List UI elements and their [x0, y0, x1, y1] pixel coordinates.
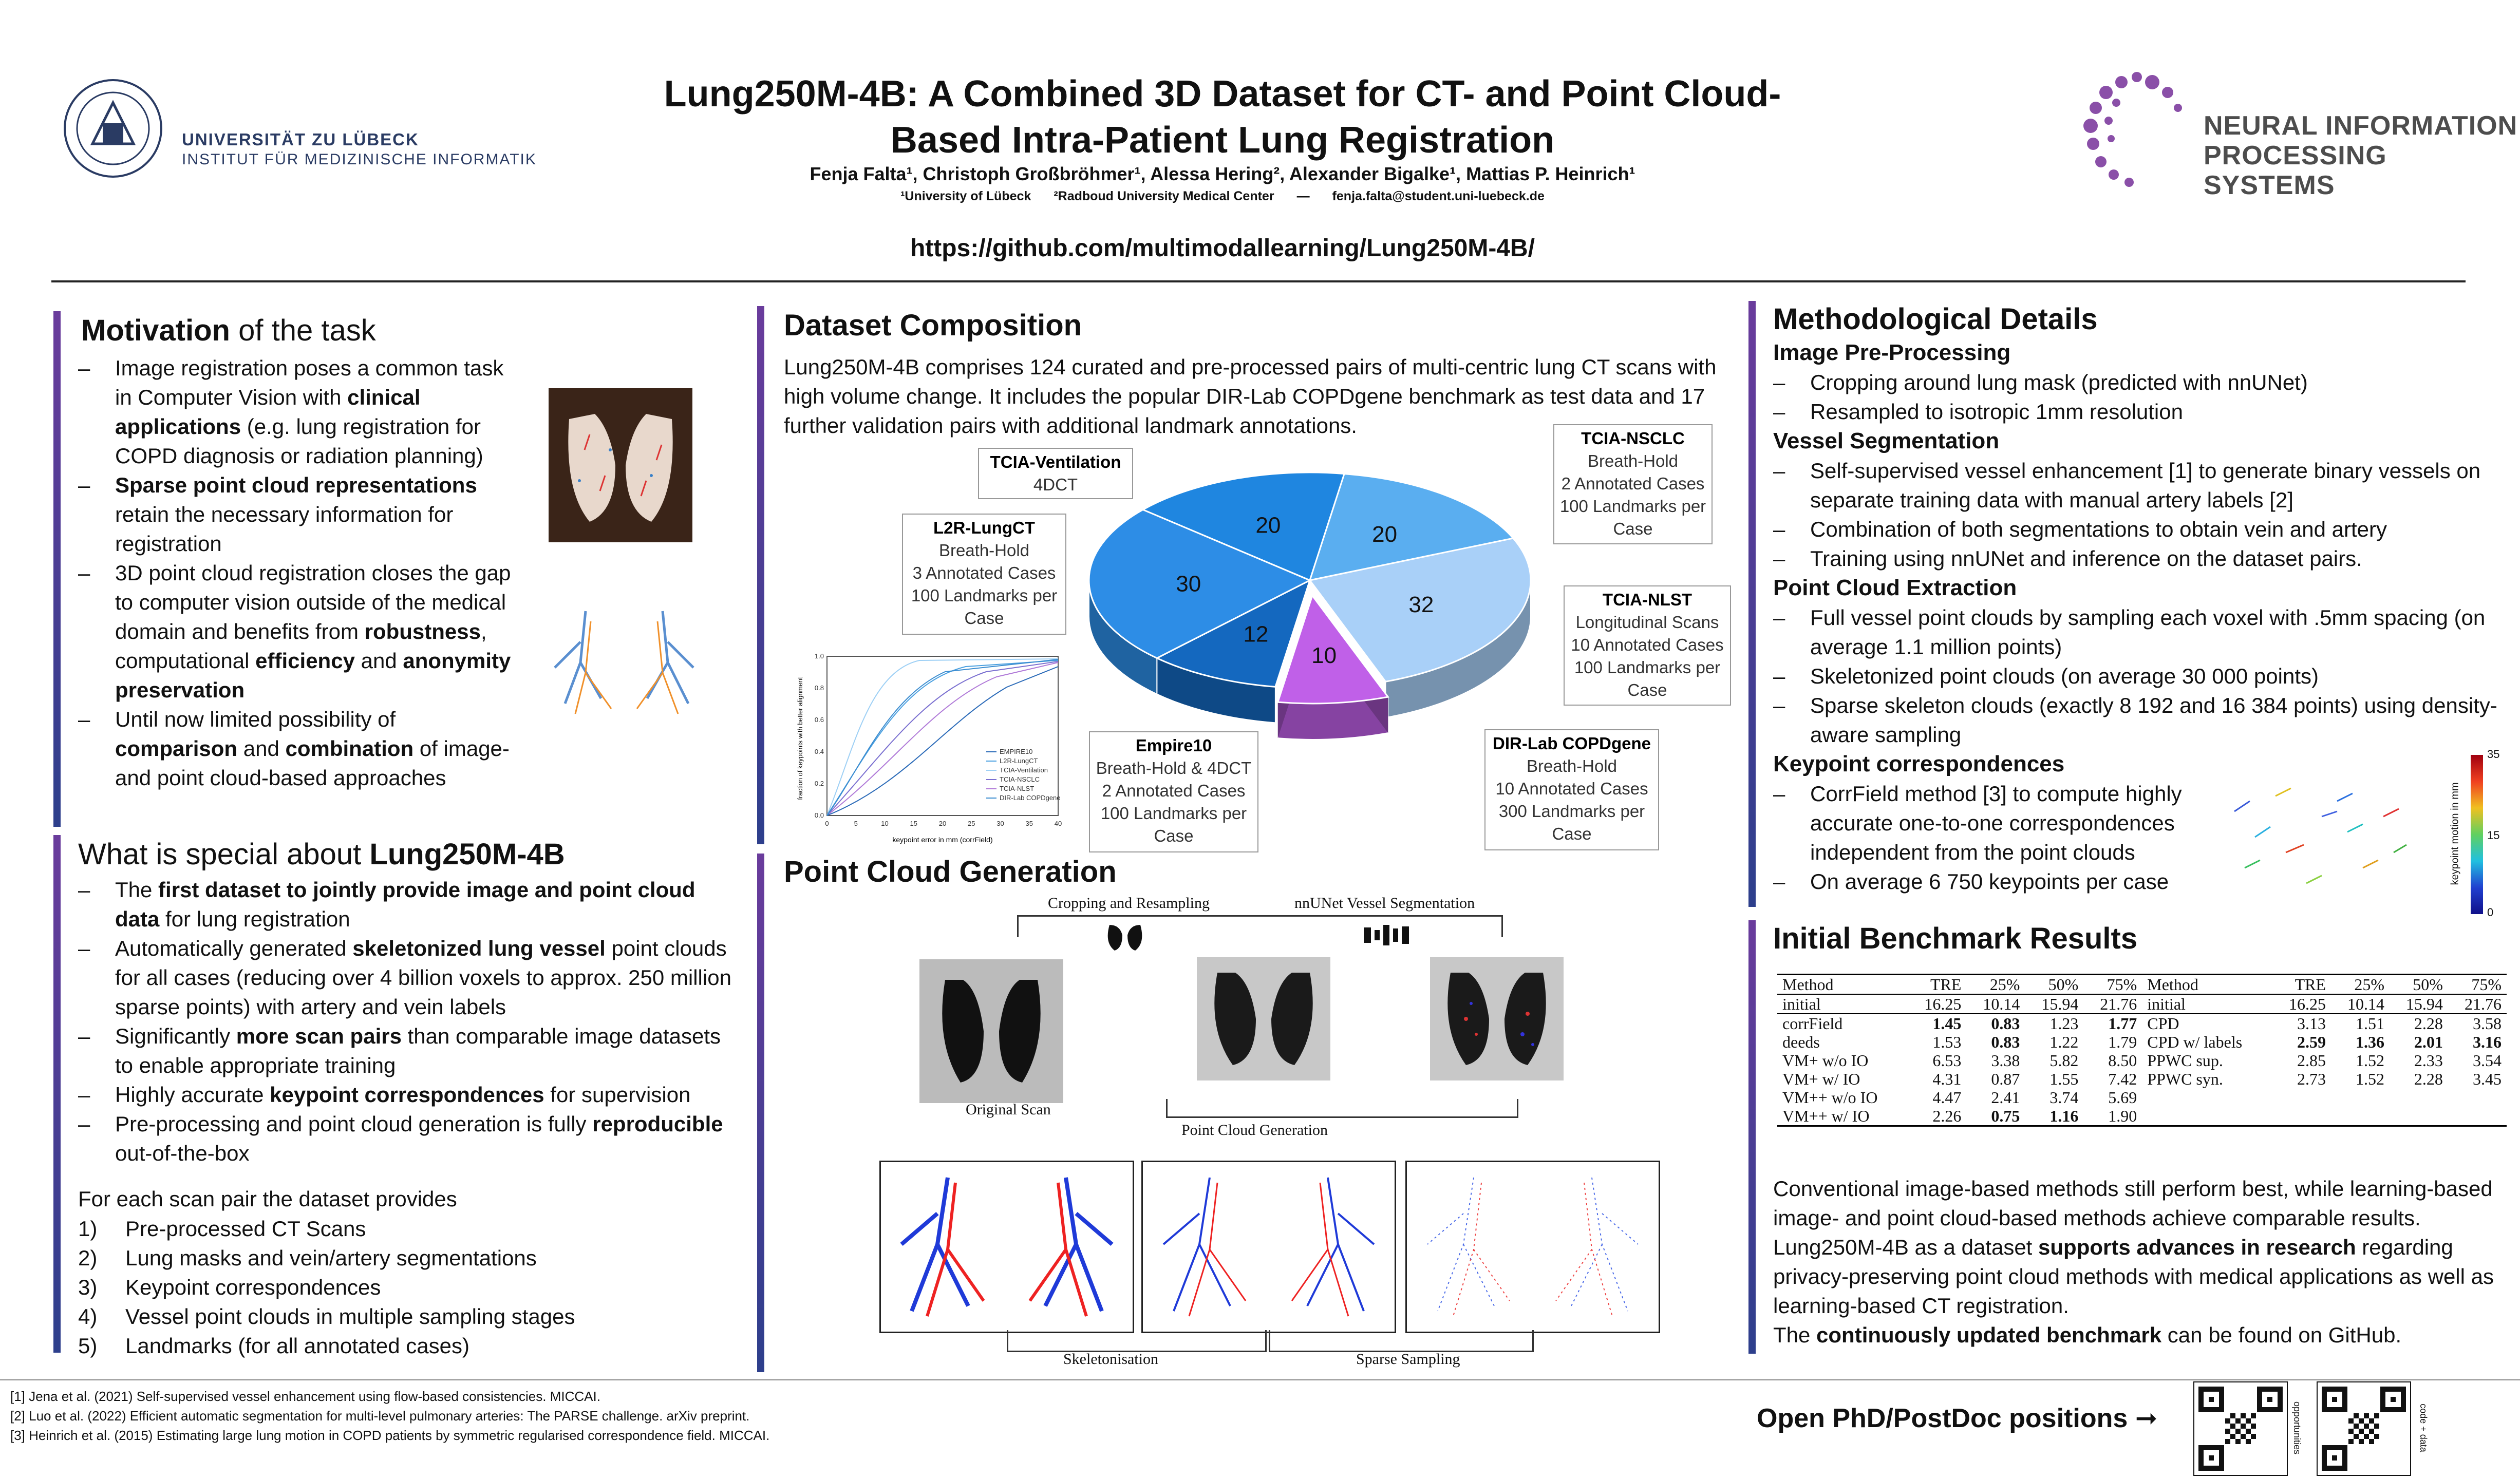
- table-cell: 2.41: [1991, 1088, 2020, 1107]
- table-row: [1777, 1070, 2507, 1088]
- table-cell: [2448, 1088, 2507, 1107]
- table-cell: [2142, 1088, 2272, 1107]
- box-empire10: Empire10 Breath-Hold & 4DCT 2 Annotated Cases 100 Landmarks per Case: [1089, 731, 1258, 852]
- table-cell: 4.47: [1932, 1088, 1962, 1107]
- table-cell: 2.33: [2414, 1051, 2443, 1070]
- method-item: – Combination of both segmentations to obtain vein and artery: [1773, 515, 2503, 544]
- motivation-list: [78, 353, 520, 792]
- skeleton-point-cloud-panel: [1141, 1161, 1396, 1333]
- table-row: [1777, 975, 2507, 995]
- table-cell: 50%: [2390, 975, 2448, 995]
- table-cell: PPWC syn.: [2147, 1070, 2223, 1088]
- method-item: – On average 6 750 keypoints per case: [1773, 867, 2221, 896]
- method-subheading: Image Pre-Processing: [1773, 340, 2011, 365]
- neurips-name: NEURAL INFORMATION PROCESSING SYSTEMS: [2204, 111, 2518, 200]
- table-cell: CPD w/ labels: [2147, 1033, 2243, 1051]
- list-item: – The first dataset to jointly provide image and point cloud data for lung registration: [78, 875, 741, 934]
- table-cell: 25%: [1966, 975, 2025, 995]
- qr-label-code-data: code + data: [2418, 1404, 2429, 1452]
- table-cell: 1.77: [2108, 1014, 2137, 1033]
- method-item: – Skeletonized point clouds (on average 30 000 points): [1773, 661, 2503, 691]
- special-heading: What is special about Lung250M-4B: [78, 838, 565, 871]
- provides-intro: For each scan pair the dataset provides: [78, 1187, 457, 1211]
- original-scan-label: Original Scan: [966, 1101, 1051, 1118]
- benchmark-table-wrap: [1777, 974, 2507, 1127]
- table-cell: 16.25: [1908, 994, 1966, 1014]
- table-cell: 15.94: [2390, 994, 2448, 1014]
- table-cell: 1.23: [2049, 1014, 2079, 1033]
- table-row: [1777, 1033, 2507, 1051]
- list-item: – Image registration poses a common task in Computer Vision with clinical applications (e.g. lung registration for COPD diagnosis or radiation planning): [78, 353, 520, 470]
- table-cell: 0.83: [1991, 1014, 2020, 1033]
- box-tcia-ventilation: TCIA-Ventilation 4DCT: [978, 448, 1133, 499]
- curve-nlst: [827, 662, 1058, 816]
- table-cell: 1.52: [2355, 1070, 2384, 1088]
- table-cell: 21.76: [2083, 994, 2142, 1014]
- colorbar-tick-bottom: 0: [2487, 906, 2494, 919]
- pipeline-bracket-top: [1017, 915, 1503, 937]
- step-cropping-label: Cropping and Resampling: [1048, 895, 1210, 912]
- list-item: – Highly accurate keypoint correspondences for supervision: [78, 1080, 741, 1109]
- table-cell: 2.85: [2297, 1051, 2326, 1070]
- segmented-ct-scan: [1430, 957, 1564, 1080]
- pipeline-bracket-mid: [1166, 1099, 1518, 1118]
- method-heading: Methodological Details: [1773, 302, 2098, 336]
- table-cell: 3.45: [2473, 1070, 2502, 1088]
- pipeline-bracket-bottom-left: [1007, 1330, 1267, 1352]
- poster-title: Lung250M-4B: A Combined 3D Dataset for CT- and Point Cloud- Based Intra-Patient Lung Registration: [664, 73, 1781, 161]
- table-cell: 10.14: [2331, 994, 2390, 1014]
- sparse-sampling-label: Sparse Sampling: [1356, 1351, 1460, 1368]
- motivation-accent-bar: [53, 311, 61, 827]
- method-subheading: Vessel Segmentation: [1773, 428, 2000, 453]
- table-cell: Method: [1777, 975, 1908, 995]
- list-item: – Until now limited possibility of comparison and combination of image- and point cloud-based approaches: [78, 705, 520, 792]
- curve-xlabel: keypoint error in mm (corrField): [892, 836, 993, 844]
- table-cell: [2331, 1088, 2390, 1107]
- method-item: – Training using nnUNet and inference on the dataset pairs.: [1773, 544, 2503, 573]
- table-cell: 2.59: [2297, 1033, 2326, 1051]
- pie-value-label: 30: [1176, 571, 1201, 597]
- table-cell: 1.55: [2049, 1070, 2079, 1088]
- table-cell: 2.28: [2414, 1014, 2443, 1033]
- table-cell: 15.94: [2025, 994, 2083, 1014]
- table-cell: 10.14: [1966, 994, 2025, 1014]
- email-link[interactable]: fenja.falta@student.uni-luebeck.de: [1332, 189, 1545, 203]
- y-tick-label: 0.4: [814, 748, 824, 755]
- table-cell: [2448, 1107, 2507, 1126]
- table-cell: 1.79: [2108, 1033, 2137, 1051]
- table-cell: 1.90: [2108, 1107, 2137, 1125]
- vessel-point-cloud-image: [524, 591, 729, 745]
- table-cell: 5.69: [2108, 1088, 2137, 1107]
- table-cell: 1.52: [2355, 1051, 2384, 1070]
- box-dirlab-copdgene: DIR-Lab COPDgene Breath-Hold 10 Annotated Cases 300 Landmarks per Case: [1484, 729, 1659, 850]
- reference-1: [1] Jena et al. (2021) Self-supervised vessel enhancement using flow-based consistencies. MICCAI.: [10, 1389, 600, 1404]
- curve-nsclc: [827, 661, 1058, 816]
- table-cell: 8.50: [2108, 1051, 2137, 1070]
- x-tick-label: 0: [825, 820, 829, 827]
- method-subheading: Keypoint correspondences: [1773, 751, 2065, 776]
- method-item: – Self-supervised vessel enhancement [1] to generate binary vessels on separate training data with manual artery labels [2]: [1773, 456, 2503, 515]
- qr-code-opportunities[interactable]: [2193, 1381, 2288, 1476]
- table-cell: 3.38: [1991, 1051, 2020, 1070]
- method-subheading: Point Cloud Extraction: [1773, 575, 2017, 600]
- keypoint-error-curve-plot: [791, 651, 1068, 846]
- author-list: Fenja Falta¹, Christoph Großbröhmer¹, Alessa Hering², Alexander Bigalke¹, Mattias P. Heinrich¹: [810, 163, 1635, 184]
- box-tcia-nsclc: TCIA-NSCLC Breath-Hold 2 Annotated Cases 100 Landmarks per Case: [1553, 424, 1713, 544]
- positions-link[interactable]: Open PhD/PostDoc positions ➞: [1757, 1404, 2158, 1433]
- table-cell: VM++ w/ IO: [1782, 1107, 1870, 1125]
- keypoint-motion-colorbar: [2471, 755, 2483, 914]
- table-cell: 2.01: [2414, 1033, 2443, 1051]
- references: [10, 1387, 769, 1445]
- pointcloud-heading: Point Cloud Generation: [784, 855, 1117, 888]
- github-url-link[interactable]: https://github.com/multimodallearning/Lung250M-4B/: [910, 235, 1535, 262]
- sparse-point-cloud-panel: [1405, 1161, 1660, 1333]
- colorbar-tick-top: 35: [2487, 748, 2500, 761]
- table-cell: [2272, 1088, 2331, 1107]
- table-cell: 16.25: [2272, 994, 2331, 1014]
- table-cell: VM++ w/o IO: [1782, 1088, 1878, 1107]
- method-item: – Cropping around lung mask (predicted with nnUNet): [1773, 368, 2503, 397]
- table-cell: Method: [2142, 975, 2272, 995]
- table-cell: 3.74: [2049, 1088, 2079, 1107]
- x-tick-label: 10: [881, 820, 889, 827]
- colorbar-label: keypoint motion in mm: [2449, 782, 2461, 885]
- dataset-heading: Dataset Composition: [784, 309, 1082, 342]
- lung-ct-image: [549, 388, 692, 542]
- table-cell: PPWC sup.: [2147, 1051, 2223, 1070]
- pie-svg: [1068, 452, 1562, 760]
- method-accent-bar: [1748, 301, 1756, 907]
- table-cell: VM+ w/ IO: [1782, 1070, 1860, 1088]
- table-cell: 1.16: [2049, 1107, 2079, 1125]
- table-cell: 25%: [2331, 975, 2390, 995]
- list-item: – Significantly more scan pairs than comparable image datasets to enable appropriate training: [78, 1021, 741, 1080]
- box-l2r-lungct: L2R-LungCT Breath-Hold 3 Annotated Cases 100 Landmarks per Case: [902, 514, 1066, 635]
- y-tick-label: 1.0: [814, 652, 824, 660]
- benchmark-table: [1777, 974, 2507, 1127]
- special-list: [78, 875, 741, 1168]
- institute-name: INSTITUT FÜR MEDIZINISCHE INFORMATIK: [182, 151, 537, 168]
- provides-list: [78, 1214, 741, 1360]
- x-tick-label: 20: [938, 820, 947, 827]
- x-tick-label: 40: [1054, 820, 1062, 827]
- table-cell: 5.82: [2049, 1051, 2079, 1070]
- provides-item: 5) Landmarks (for all annotated cases): [78, 1334, 470, 1358]
- table-cell: [2390, 1107, 2448, 1126]
- provides-item: 2) Lung masks and vein/artery segmentations: [78, 1246, 537, 1270]
- table-cell: TRE: [2272, 975, 2331, 995]
- special-accent-bar: [53, 835, 61, 1353]
- table-cell: 1.36: [2355, 1033, 2384, 1051]
- table-cell: 1.51: [2355, 1014, 2384, 1033]
- benchmark-heading: Initial Benchmark Results: [1773, 922, 2138, 955]
- table-cell: 2.73: [2297, 1070, 2326, 1088]
- table-cell: 6.53: [1932, 1051, 1962, 1070]
- list-item: – Sparse point cloud representations retain the necessary information for registration: [78, 470, 520, 558]
- legend-entry: EMPIRE10: [1000, 748, 1033, 755]
- pie-value-label: 20: [1255, 513, 1281, 538]
- full-point-cloud-panel: [879, 1161, 1134, 1333]
- pie-value-label: 32: [1408, 592, 1434, 618]
- table-cell: 3.54: [2473, 1051, 2502, 1070]
- keypoint-motion-visual: [2214, 750, 2445, 924]
- table-cell: 75%: [2083, 975, 2142, 995]
- dataset-pie-chart: [1068, 452, 1562, 760]
- curve-empire: [827, 667, 1058, 816]
- table-cell: 0.83: [1991, 1033, 2020, 1051]
- curve-ylabel: fraction of keypoints with better alignment: [796, 677, 804, 800]
- list-item: – Pre-processing and point cloud generation is fully reproducible out-of-the-box: [78, 1109, 741, 1168]
- table-cell: 1.22: [2049, 1033, 2079, 1051]
- table-cell: [2331, 1107, 2390, 1126]
- legend-entry: L2R-LungCT: [1000, 757, 1038, 765]
- table-cell: TRE: [1908, 975, 1966, 995]
- pointcloud-generation-label: Point Cloud Generation: [1181, 1122, 1328, 1139]
- table-cell: 3.16: [2473, 1033, 2502, 1051]
- pointcloud-accent-bar: [757, 854, 764, 1372]
- table-row: [1777, 994, 2507, 1014]
- table-row: [1777, 1014, 2507, 1033]
- pie-value-label: 10: [1311, 642, 1337, 668]
- table-cell: 75%: [2448, 975, 2507, 995]
- table-cell: initial: [1777, 994, 1908, 1014]
- pie-value-label: 12: [1243, 621, 1269, 647]
- skeletonisation-label: Skeletonisation: [1063, 1351, 1158, 1368]
- y-tick-label: 0.6: [814, 716, 824, 724]
- table-cell: [2390, 1088, 2448, 1107]
- provides-item: 3) Keypoint correspondences: [78, 1275, 381, 1299]
- x-tick-label: 15: [910, 820, 917, 827]
- table-cell: deeds: [1782, 1033, 1820, 1051]
- pie-value-label: 20: [1372, 521, 1398, 547]
- table-cell: 7.42: [2108, 1070, 2137, 1088]
- y-tick-label: 0.2: [814, 780, 824, 787]
- footer-divider: [0, 1379, 2520, 1380]
- method-item: – Sparse skeleton clouds (exactly 8 192 and 16 384 points) using density-aware sampling: [1773, 691, 2503, 749]
- provides-item: 1) Pre-processed CT Scans: [78, 1217, 366, 1241]
- table-row: [1777, 1051, 2507, 1070]
- step-nnunet-label: nnUNet Vessel Segmentation: [1294, 895, 1475, 912]
- table-cell: 3.13: [2297, 1014, 2326, 1033]
- qr-label-opportunities: opportunities: [2292, 1401, 2303, 1455]
- table-cell: 21.76: [2448, 994, 2507, 1014]
- cropped-ct-scan: [1197, 957, 1330, 1080]
- lung-mask-icon: [1104, 922, 1145, 953]
- table-cell: initial: [2142, 994, 2272, 1014]
- table-cell: 0.75: [1991, 1107, 2020, 1125]
- dataset-description: Lung250M-4B comprises 124 curated and pre-processed pairs of multi-centric lung CT scans with high volume change. It includes the popular DIR-Lab COPDgene benchmark as test data and 17 further validation pairs with additional landmark annotations.: [784, 355, 1717, 438]
- benchmark-accent-bar: [1748, 920, 1756, 1354]
- table-cell: 2.28: [2414, 1070, 2443, 1088]
- list-item: – Automatically generated skeletonized lung vessel point clouds for all cases (reducing over 4 billion voxels to approx. 250 million sparse points) with artery and vein labels: [78, 934, 741, 1021]
- y-tick-label: 0.8: [814, 684, 824, 692]
- table-cell: [2272, 1107, 2331, 1126]
- motivation-heading: Motivation of the task: [81, 314, 376, 347]
- segmentation-icon: [1361, 922, 1413, 948]
- x-tick-label: 30: [996, 820, 1004, 827]
- x-tick-label: 25: [968, 820, 975, 827]
- neurips-logo: [2065, 62, 2198, 195]
- benchmark-conclusion: Conventional image-based methods still perform best, while learning-based image- and point cloud-based methods achieve comparable results. Lung250M-4B as a dataset supports advances in research regarding privacy-preserving point cloud methods with medical applications as well as learning-based CT registration. The continuously updated benchmark can be found on GitHub.: [1773, 1177, 2494, 1347]
- original-ct-scan: [919, 959, 1063, 1103]
- colorbar-tick-mid: 15: [2487, 829, 2500, 842]
- box-tcia-nlst: TCIA-NLST Longitudinal Scans 10 Annotated Cases 100 Landmarks per Case: [1564, 585, 1731, 706]
- table-cell: 4.31: [1932, 1070, 1962, 1088]
- table-cell: 1.53: [1932, 1033, 1962, 1051]
- table-cell: VM+ w/o IO: [1782, 1051, 1869, 1070]
- dataset-accent-bar: [757, 306, 764, 844]
- table-cell: CPD: [2147, 1014, 2179, 1033]
- reference-3: [3] Heinrich et al. (2015) Estimating large lung motion in COPD patients by symmetric regularised correspondence field. MICCAI.: [10, 1428, 770, 1443]
- x-tick-label: 5: [854, 820, 858, 827]
- affiliations: ¹University of Lübeck ²Radboud University Medical Center — fenja.falta@student.uni-luebeck.de: [900, 189, 1545, 203]
- list-item: – 3D point cloud registration closes the gap to computer vision outside of the medical domain and benefits from robustness, computational efficiency and anonymity preservation: [78, 558, 520, 705]
- pipeline-bracket-bottom-right: [1269, 1330, 1534, 1352]
- x-tick-label: 35: [1025, 820, 1033, 827]
- table-cell: 3.58: [2473, 1014, 2502, 1033]
- university-name: UNIVERSITÄT ZU LÜBECK: [182, 130, 419, 149]
- legend-entry: DIR-Lab COPDgene: [1000, 794, 1061, 802]
- method-item: – CorrField method [3] to compute highly accurate one-to-one correspondences independent from the point clouds: [1773, 779, 2221, 867]
- table-cell: [2142, 1107, 2272, 1126]
- table-cell: 1.45: [1932, 1014, 1962, 1033]
- method-item: – Resampled to isotropic 1mm resolution: [1773, 397, 2503, 426]
- university-seal-logo: [62, 67, 164, 190]
- reference-2: [2] Luo et al. (2022) Efficient automatic segmentation for multi-level pulmonary arteries: The PARSE challenge. arXiv preprint.: [10, 1408, 750, 1424]
- y-tick-label: 0.0: [814, 811, 824, 819]
- legend-entry: TCIA-NSCLC: [1000, 775, 1040, 783]
- table-cell: 50%: [2025, 975, 2083, 995]
- method-item: – Full vessel point clouds by sampling each voxel with .5mm spacing (on average 1.1 million points): [1773, 603, 2503, 661]
- table-row: [1777, 1088, 2507, 1107]
- table-row: [1777, 1107, 2507, 1126]
- table-cell: corrField: [1782, 1014, 1843, 1033]
- provides-item: 4) Vessel point clouds in multiple sampling stages: [78, 1304, 575, 1329]
- table-cell: 0.87: [1991, 1070, 2020, 1088]
- header-divider: [51, 280, 2466, 282]
- table-cell: 2.26: [1932, 1107, 1962, 1125]
- qr-code-code-data[interactable]: [2317, 1381, 2411, 1476]
- legend-entry: TCIA-NLST: [1000, 785, 1035, 792]
- legend-entry: TCIA-Ventilation: [1000, 766, 1048, 774]
